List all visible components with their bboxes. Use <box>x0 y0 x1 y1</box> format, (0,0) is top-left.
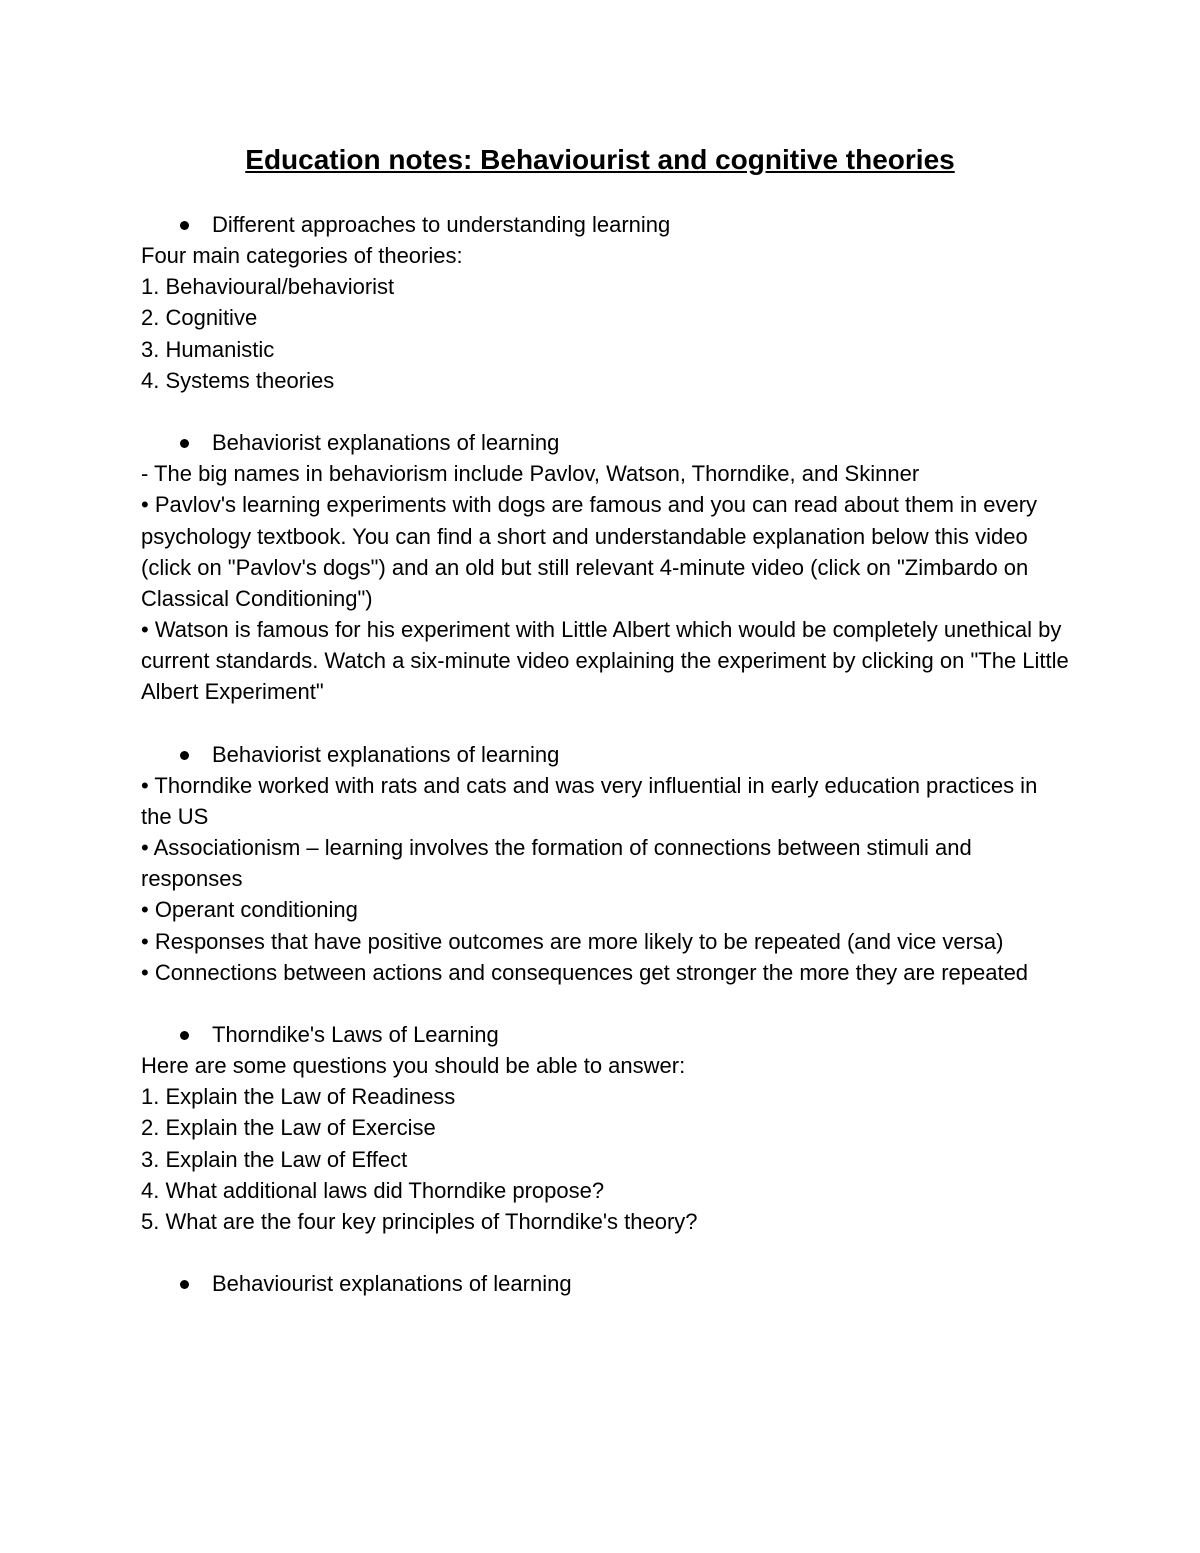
bullet-dot-icon <box>180 1280 189 1289</box>
category-item: 1. Behavioural/behaviorist <box>141 274 395 300</box>
question-item: 3. Explain the Law of Effect <box>141 1146 408 1172</box>
category-item: 4. Systems theories <box>141 367 335 393</box>
bullet-dot-icon <box>180 439 189 448</box>
connections-point: • Connections between actions and consequences get stronger the more they are repeated <box>141 959 1029 985</box>
thorndike-point: • Thorndike worked with rats and cats and was very influential in early education practices in the US <box>141 772 1038 829</box>
bullet-dot-icon <box>180 1031 189 1040</box>
bullet-text: Different approaches to understanding learning <box>212 212 671 237</box>
section-bullet-behaviourist-3 <box>141 1268 1071 1299</box>
bullet-text: Behaviorist explanations of learning <box>212 741 560 767</box>
question-item: 1. Explain the Law of Readiness <box>141 1084 456 1110</box>
question-item: 2. Explain the Law of Exercise <box>141 1115 436 1141</box>
categories-intro: Four main categories of theories: <box>141 243 463 269</box>
question-item: 4. What additional laws did Thorndike propose? <box>141 1177 605 1203</box>
questions-intro: Here are some questions you should be able to answer: <box>141 1053 686 1079</box>
blank-line <box>141 707 1071 738</box>
bullet-text: Behaviourist explanations of learning <box>212 1271 572 1297</box>
blank-line <box>141 396 1071 427</box>
responses-point: • Responses that have positive outcomes are more likely to be repeated (and vice versa) <box>141 928 1004 954</box>
document-body <box>141 209 1071 1299</box>
section-bullet-laws <box>141 1019 1071 1050</box>
operant-point: • Operant conditioning <box>141 897 358 923</box>
bullet-dot-icon <box>180 221 189 230</box>
blank-line <box>141 1237 1071 1268</box>
section-bullet-behaviorist <box>141 427 1071 458</box>
category-item: 2. Cognitive <box>141 305 258 331</box>
blank-line <box>141 988 1071 1019</box>
question-item: 5. What are the four key principles of Thorndike's theory? <box>141 1208 698 1234</box>
category-item: 3. Humanistic <box>141 336 275 362</box>
document-title: Education notes: Behaviourist and cognitive theories <box>245 144 955 175</box>
section-bullet-approaches <box>141 209 1071 240</box>
watson-paragraph: • Watson is famous for his experiment with Little Albert which would be completely unethical by current standards. Watch a six-minute video explaining the experiment by clicking on "The Little Albert Experiment" <box>141 617 1069 705</box>
section-bullet-behaviorist-2 <box>141 739 1071 770</box>
bullet-text: Behaviorist explanations of learning <box>212 430 560 456</box>
bullet-dot-icon <box>180 751 189 760</box>
pavlov-paragraph: • Pavlov's learning experiments with dogs are famous and you can read about them in every psychology textbook. You can find a short and understandable explanation below this video (click on "Pavlov's dogs") and an old but still relevant 4-minute video (click on "Zimbardo on Classical Conditioning") <box>141 492 1038 611</box>
associationism-point: • Associationism – learning involves the formation of connections between stimuli and responses <box>141 835 972 892</box>
bullet-text: Thorndike's Laws of Learning <box>212 1022 499 1048</box>
big-names-line: - The big names in behaviorism include Pavlov, Watson, Thorndike, and Skinner <box>141 461 920 487</box>
